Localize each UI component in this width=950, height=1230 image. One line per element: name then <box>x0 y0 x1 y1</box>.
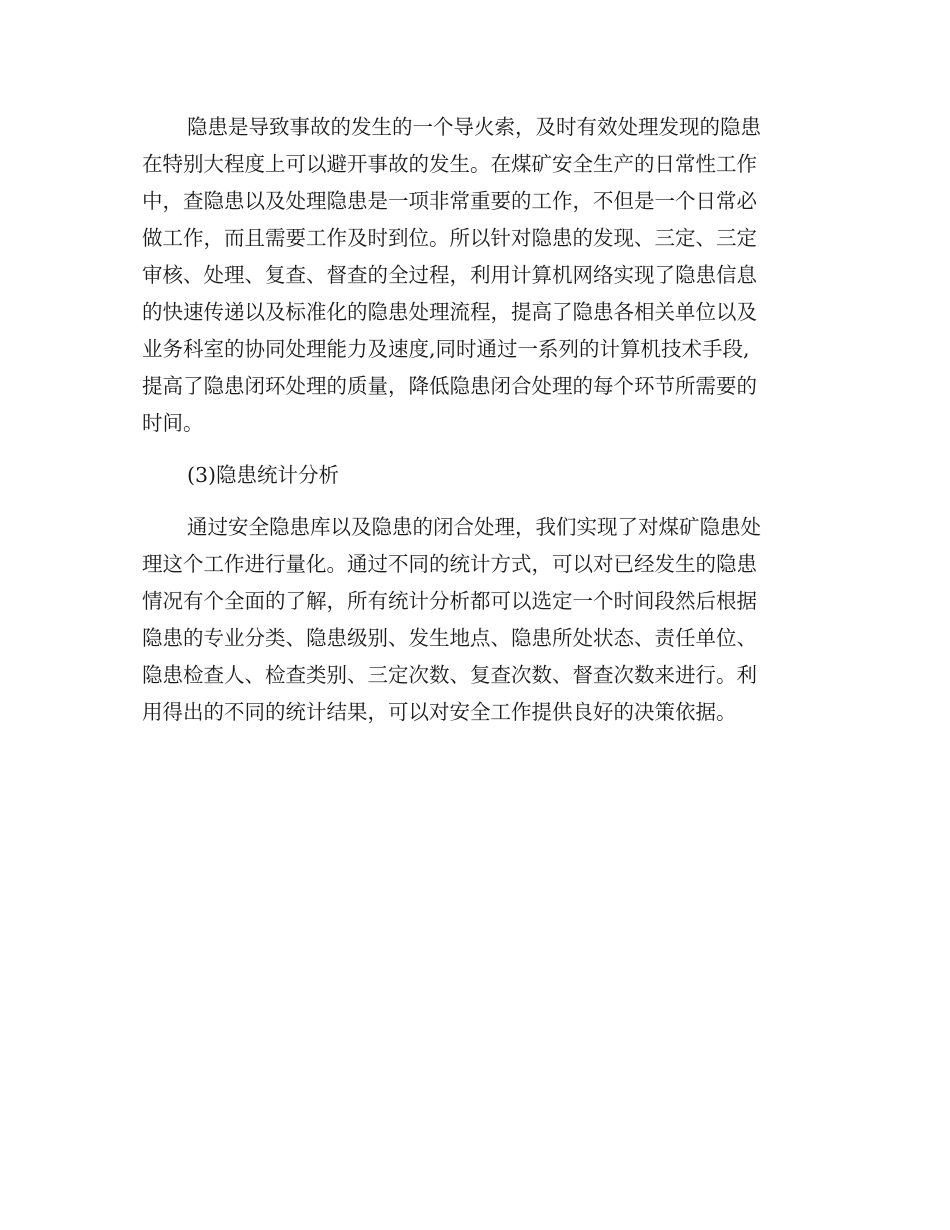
paragraph-2-line-6: 用得出的不同的统计结果，可以对安全工作提供良好的决策依据。 <box>142 700 737 724</box>
paragraph-1-line-1: 隐患是导致事故的发生的一个导火索，及时有效处理发现的隐患 <box>187 115 761 139</box>
paragraph-1-line-7: 业务科室的协同处理能力及速度,同时通过一系列的计算机技术手段, <box>142 337 750 361</box>
paragraph-1-line-5: 审核、处理、复查、督查的全过程，利用计算机网络实现了隐患信息 <box>142 263 757 287</box>
section-heading: (3)隐患统计分析 <box>187 463 340 487</box>
paragraph-2-line-3: 情况有个全面的了解，所有统计分析都可以选定一个时间段然后根据 <box>142 589 757 613</box>
paragraph-1-line-4: 做工作，而且需要工作及时到位。所以针对隐患的发现、三定、三定 <box>142 226 757 250</box>
paragraph-1-line-2: 在特别大程度上可以避开事故的发生。在煤矿安全生产的日常性工作 <box>142 152 757 176</box>
paragraph-1-line-6: 的快速传递以及标准化的隐患处理流程，提高了隐患各相关单位以及 <box>142 300 757 324</box>
paragraph-2-line-1: 通过安全隐患库以及隐患的闭合处理，我们实现了对煤矿隐患处 <box>187 515 761 539</box>
paragraph-1-line-8: 提高了隐患闭环处理的质量，降低隐患闭合处理的每个环节所需要的 <box>142 374 757 398</box>
paragraph-1-line-3: 中，查隐患以及处理隐患是一项非常重要的工作，不但是一个日常必 <box>142 189 757 213</box>
paragraph-1-line-9: 时间。 <box>142 411 204 435</box>
paragraph-2-line-5: 隐患检查人、检查类别、三定次数、复查次数、督查次数来进行。利 <box>142 663 757 687</box>
paragraph-2-line-4: 隐患的专业分类、隐患级别、发生地点、隐患所处状态、责任单位、 <box>142 626 757 650</box>
paragraph-2-line-2: 理这个工作进行量化。通过不同的统计方式，可以对已经发生的隐患 <box>142 552 757 576</box>
